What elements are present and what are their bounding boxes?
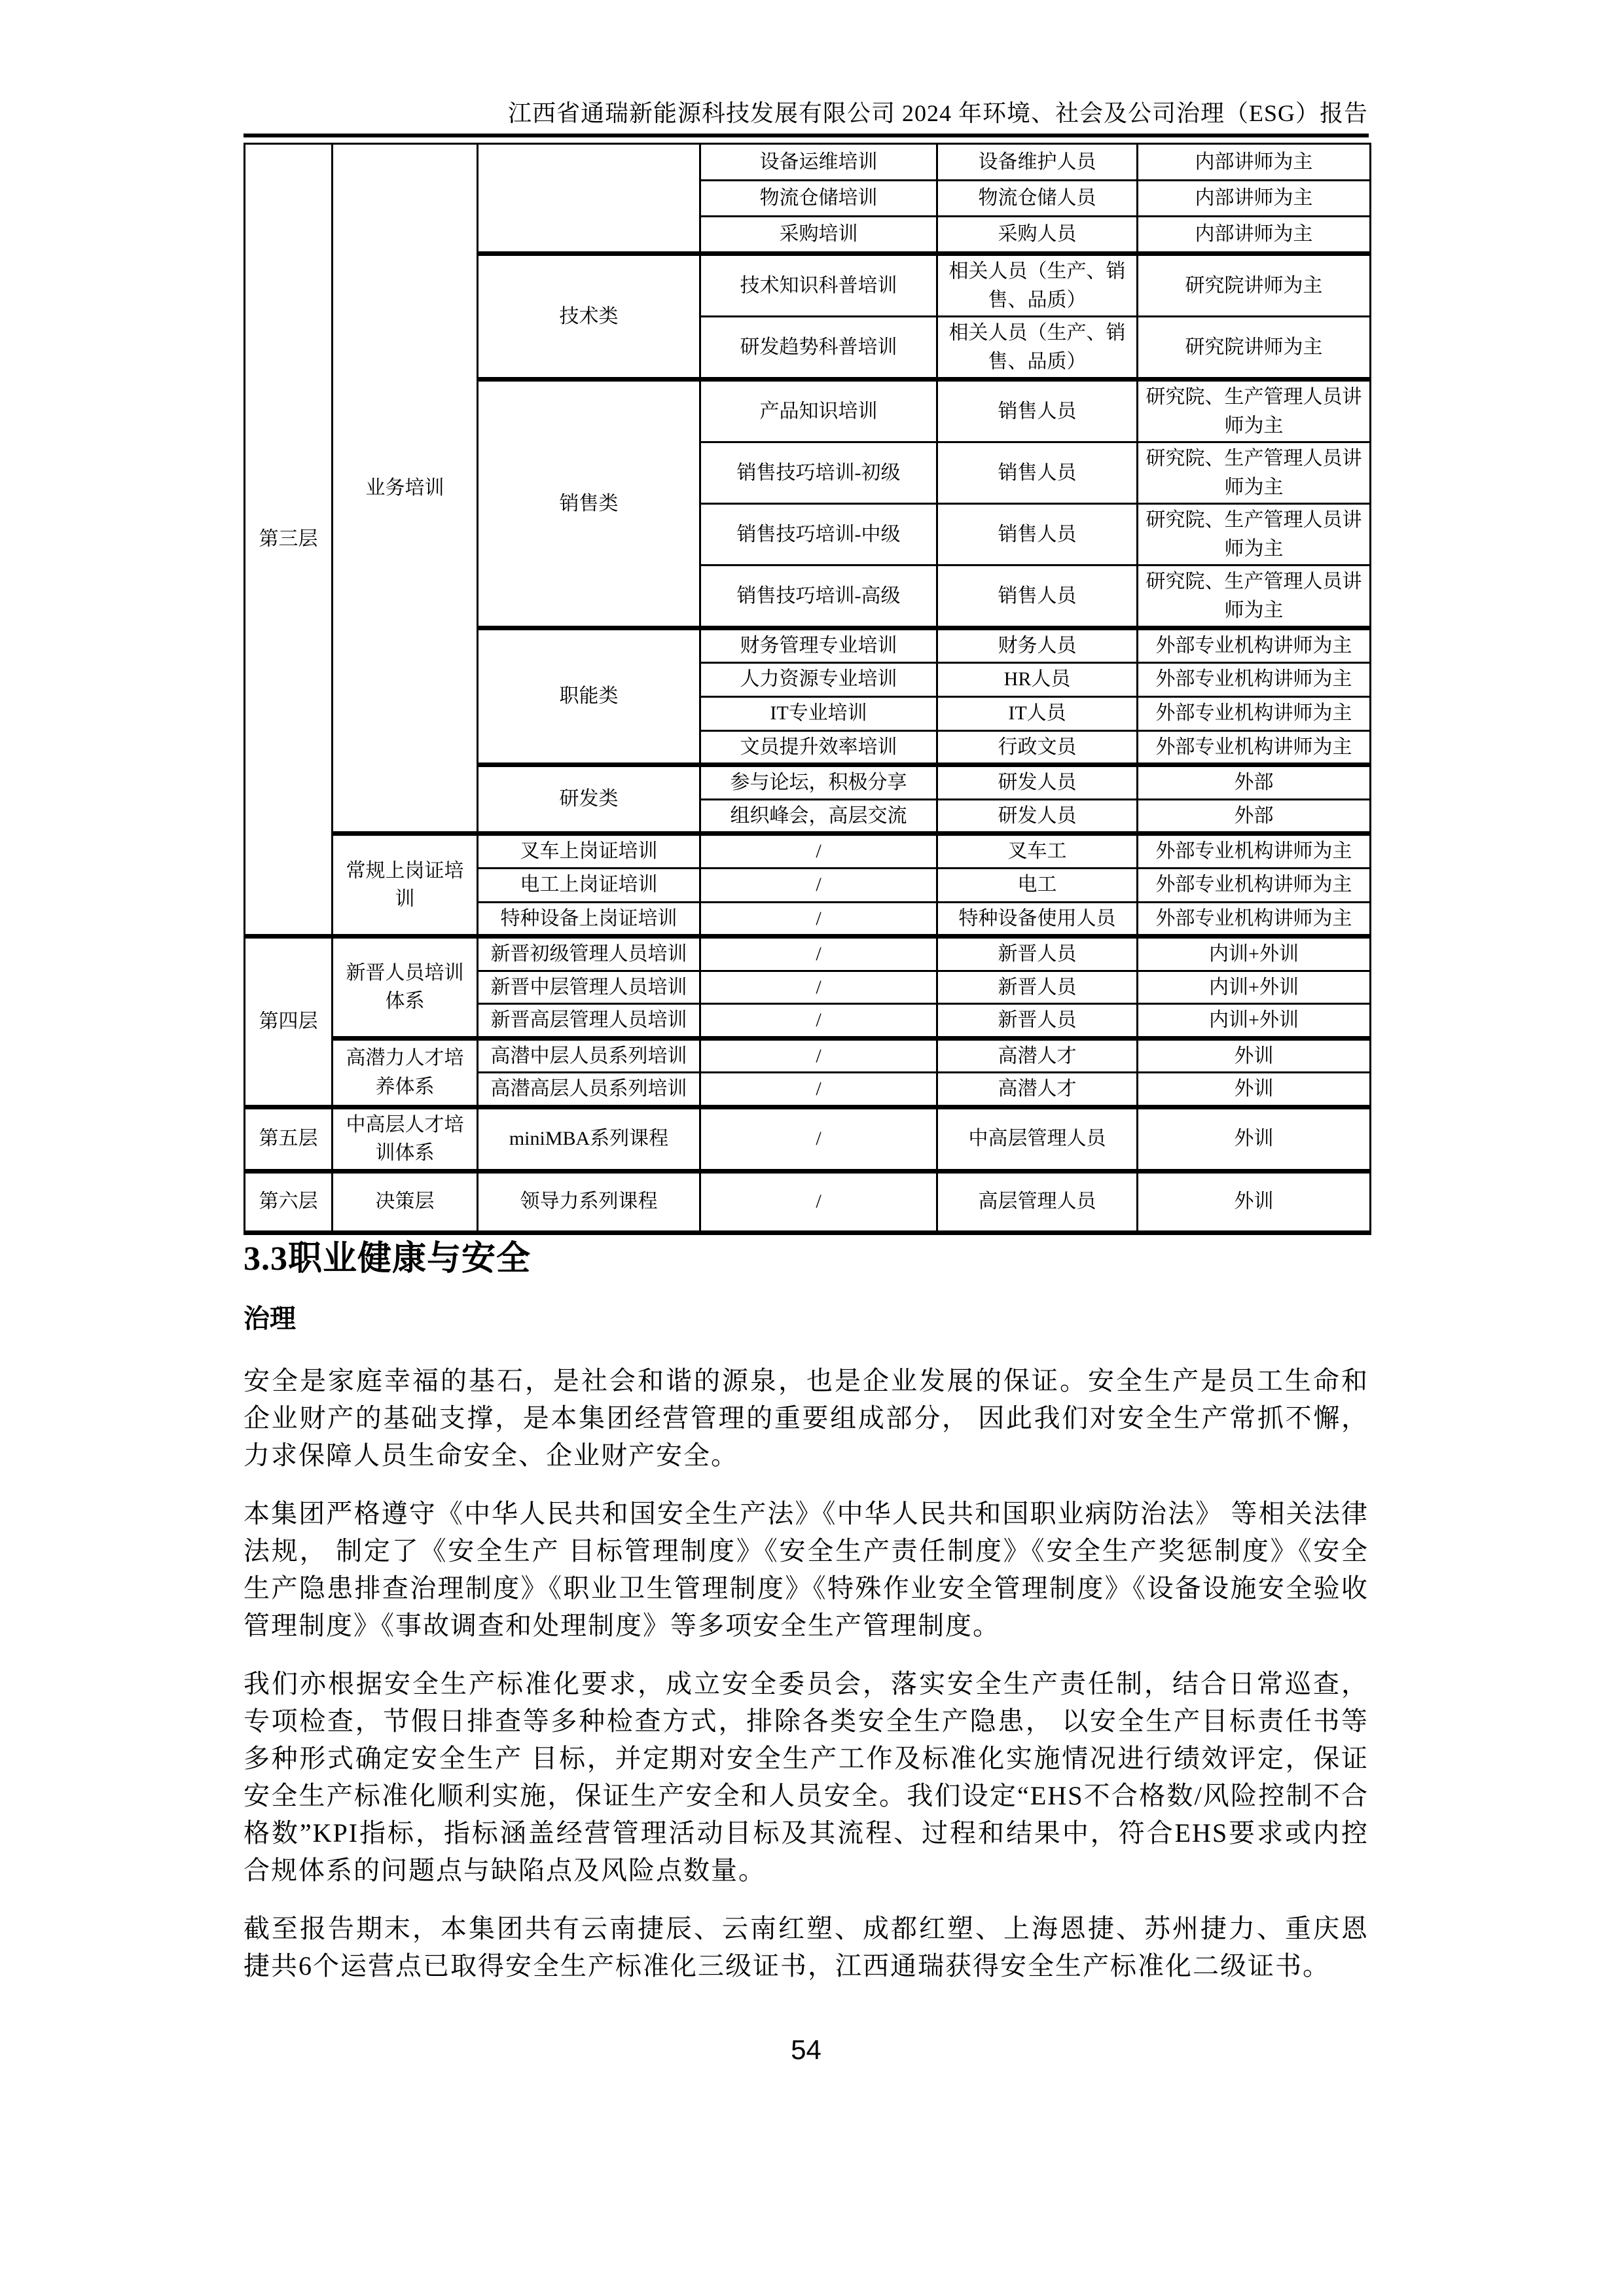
table-cell: 财务人员 — [937, 628, 1138, 663]
table-cell: 业务培训 — [333, 144, 478, 834]
table-cell: 技术知识科普培训 — [700, 254, 937, 317]
table-cell: 设备运维培训 — [700, 144, 937, 181]
table-cell: 外部 — [1138, 765, 1371, 800]
table-cell: 领导力系列课程 — [478, 1171, 700, 1232]
table-cell: 高潜中层人员系列培训 — [478, 1038, 700, 1073]
body-paragraph: 截至报告期末，本集团共有云南捷辰、云南红塑、成都红塑、上海恩捷、苏州捷力、重庆恩捷共6个运营点已取得安全生产标准化三级证书，江西通瑞获得安全生产标准化二级证书。 — [244, 1914, 1369, 1981]
table-cell: 职能类 — [478, 628, 700, 765]
table-cell: 外部专业机构讲师为主 — [1138, 730, 1371, 765]
body-paragraph: 本集团严格遵守《中华人民共和国安全生产法》《中华人民共和国职业病防治法》 等相关法律法规， 制定了《安全生产 目标管理制度》《安全生产责任制度》《安全生产奖惩制度》《安全生产隐患排查治理制度》《职业卫生管理制度》《特殊作业安全管理制度》《设备设施安全验收管理制度》《事故调查和处理制度》等多项安全生产管理制度。 — [244, 1499, 1369, 1640]
table-cell: 研究院、生产管理人员讲师为主 — [1138, 504, 1371, 565]
table-cell: 外部专业机构讲师为主 — [1138, 868, 1371, 902]
table-cell: / — [700, 834, 937, 869]
table-cell: 研究院、生产管理人员讲师为主 — [1138, 565, 1371, 628]
table-cell: 技术类 — [478, 254, 700, 380]
training-system-table — [244, 143, 1371, 1235]
table-cell: 销售人员 — [937, 442, 1138, 504]
table-cell: 外部 — [1138, 799, 1371, 834]
table-cell: IT专业培训 — [700, 696, 937, 730]
table-cell: / — [700, 1038, 937, 1073]
table-cell: 高层管理人员 — [937, 1171, 1138, 1232]
body-paragraph: 安全是家庭幸福的基石，是社会和谐的源泉，也是企业发展的保证。安全生产是员工生命和企业财产的基础支撑，是本集团经营管理的重要组成部分， 因此我们对安全生产常抓不懈，力求保障人员生命安全、企业财产安全。 — [244, 1366, 1369, 1470]
page-header-title: 江西省通瑞新能源科技发展有限公司 2024 年环境、社会及公司治理（ESG）报告 — [507, 100, 1368, 126]
table-cell: 设备维护人员 — [937, 144, 1138, 181]
table-cell: 相关人员（生产、销售、品质） — [937, 254, 1138, 317]
table-cell: 新晋高层管理人员培训 — [478, 1004, 700, 1039]
table-cell: / — [700, 937, 937, 971]
section-occupational-health-safety — [244, 1239, 1369, 2005]
table-cell: 物流仓储培训 — [700, 181, 937, 217]
table-cell: 采购人员 — [937, 217, 1138, 254]
table-cell: 外部专业机构讲师为主 — [1138, 696, 1371, 730]
table-cell: HR人员 — [937, 662, 1138, 696]
table-cell: 外部专业机构讲师为主 — [1138, 628, 1371, 663]
table-cell: 内训+外训 — [1138, 937, 1371, 971]
table-cell: 销售人员 — [937, 565, 1138, 628]
subsection-heading-governance: 治理 — [244, 1304, 296, 1333]
table-cell: 销售技巧培训-中级 — [700, 504, 937, 565]
table-cell: / — [700, 1107, 937, 1171]
section-heading: 3.3职业健康与安全 — [244, 1240, 532, 1278]
page-number: 54 — [791, 2034, 821, 2065]
table-cell: 外部专业机构讲师为主 — [1138, 902, 1371, 937]
table-cell: 高潜高层人员系列培训 — [478, 1073, 700, 1107]
table-cell: 研究院、生产管理人员讲师为主 — [1138, 442, 1371, 504]
table-cell: 中高层管理人员 — [937, 1107, 1138, 1171]
table-cell: 参与论坛，积极分享 — [700, 765, 937, 800]
table-cell: 新晋人员 — [937, 937, 1138, 971]
table-cell: / — [700, 902, 937, 937]
table-cell: IT人员 — [937, 696, 1138, 730]
table-cell: 人力资源专业培训 — [700, 662, 937, 696]
table-cell: 叉车上岗证培训 — [478, 834, 700, 869]
table-cell: 外训 — [1138, 1107, 1371, 1171]
body-paragraph: 我们亦根据安全生产标准化要求，成立安全委员会，落实安全生产责任制，结合日常巡查，专项检查，节假日排查等多种检查方式，排除各类安全生产隐患， 以安全生产目标责任书等多种形式确定安全生产 目标，并定期对安全生产工作及标准化实施情况进行绩效评定，保证安全生产标准化顺利实施，保证生产安全和人员安全。我们设定“EHS不合格数/风险控制不合格数”KPI指标，指标涵盖经营管理活动目标及其流程、过程和结果中，符合EHS要求或内控合规体系的问题点与缺陷点及风险点数量。 — [244, 1669, 1369, 1885]
table-cell: 财务管理专业培训 — [700, 628, 937, 663]
table-cell: 相关人员（生产、销售、品质） — [937, 317, 1138, 380]
table-cell: 内部讲师为主 — [1138, 217, 1371, 254]
table-cell: 高潜力人才培养体系 — [333, 1038, 478, 1107]
table-cell: 外部专业机构讲师为主 — [1138, 834, 1371, 869]
table-cell: / — [700, 868, 937, 902]
table-cell: 电工上岗证培训 — [478, 868, 700, 902]
table-cell: 采购培训 — [700, 217, 937, 254]
table-cell: 第四层 — [245, 937, 333, 1107]
training-system-table-wrap — [244, 143, 1371, 1235]
table-cell: 内训+外训 — [1138, 1004, 1371, 1039]
table-cell: 研究院讲师为主 — [1138, 254, 1371, 317]
table-cell: / — [700, 1073, 937, 1107]
table-cell: 常规上岗证培训 — [333, 834, 478, 937]
table-cell: 内部讲师为主 — [1138, 144, 1371, 181]
table-cell: 高潜人才 — [937, 1073, 1138, 1107]
table-cell: 第五层 — [245, 1107, 333, 1171]
table-cell: miniMBA系列课程 — [478, 1107, 700, 1171]
table-cell: 新晋人员培训体系 — [333, 937, 478, 1039]
table-cell — [478, 144, 700, 254]
table-cell: 研究院、生产管理人员讲师为主 — [1138, 380, 1371, 442]
table-cell: 外训 — [1138, 1171, 1371, 1232]
table-cell: 外训 — [1138, 1073, 1371, 1107]
table-cell: 外训 — [1138, 1038, 1371, 1073]
table-cell: 研发人员 — [937, 765, 1138, 800]
table-cell: 销售人员 — [937, 380, 1138, 442]
table-cell: 产品知识培训 — [700, 380, 937, 442]
table-cell: 研究院讲师为主 — [1138, 317, 1371, 380]
table-cell: 内训+外训 — [1138, 971, 1371, 1004]
table-cell: 销售人员 — [937, 504, 1138, 565]
header-rule — [244, 134, 1369, 137]
table-cell: 内部讲师为主 — [1138, 181, 1371, 217]
table-cell: 外部专业机构讲师为主 — [1138, 662, 1371, 696]
table-cell: 物流仓储人员 — [937, 181, 1138, 217]
table-cell: 研发人员 — [937, 799, 1138, 834]
table-cell: 文员提升效率培训 — [700, 730, 937, 765]
table-cell: 第三层 — [245, 144, 333, 937]
table-cell: 行政文员 — [937, 730, 1138, 765]
table-cell: 研发类 — [478, 765, 700, 834]
table-cell: 中高层人才培训体系 — [333, 1107, 478, 1171]
table-cell: 新晋中层管理人员培训 — [478, 971, 700, 1004]
table-cell: / — [700, 1004, 937, 1039]
table-cell: 销售类 — [478, 380, 700, 628]
table-cell: 组织峰会，高层交流 — [700, 799, 937, 834]
table-cell: 叉车工 — [937, 834, 1138, 869]
table-cell: 销售技巧培训-初级 — [700, 442, 937, 504]
table-cell: 研发趋势科普培训 — [700, 317, 937, 380]
table-cell: 决策层 — [333, 1171, 478, 1232]
table-cell: 特种设备上岗证培训 — [478, 902, 700, 937]
table-cell: 高潜人才 — [937, 1038, 1138, 1073]
table-cell: 新晋人员 — [937, 971, 1138, 1004]
table-cell: 电工 — [937, 868, 1138, 902]
table-cell: 销售技巧培训-高级 — [700, 565, 937, 628]
table-cell: 特种设备使用人员 — [937, 902, 1138, 937]
table-cell: / — [700, 971, 937, 1004]
table-cell: / — [700, 1171, 937, 1232]
table-cell: 新晋初级管理人员培训 — [478, 937, 700, 971]
table-cell: 第六层 — [245, 1171, 333, 1232]
table-cell: 新晋人员 — [937, 1004, 1138, 1039]
